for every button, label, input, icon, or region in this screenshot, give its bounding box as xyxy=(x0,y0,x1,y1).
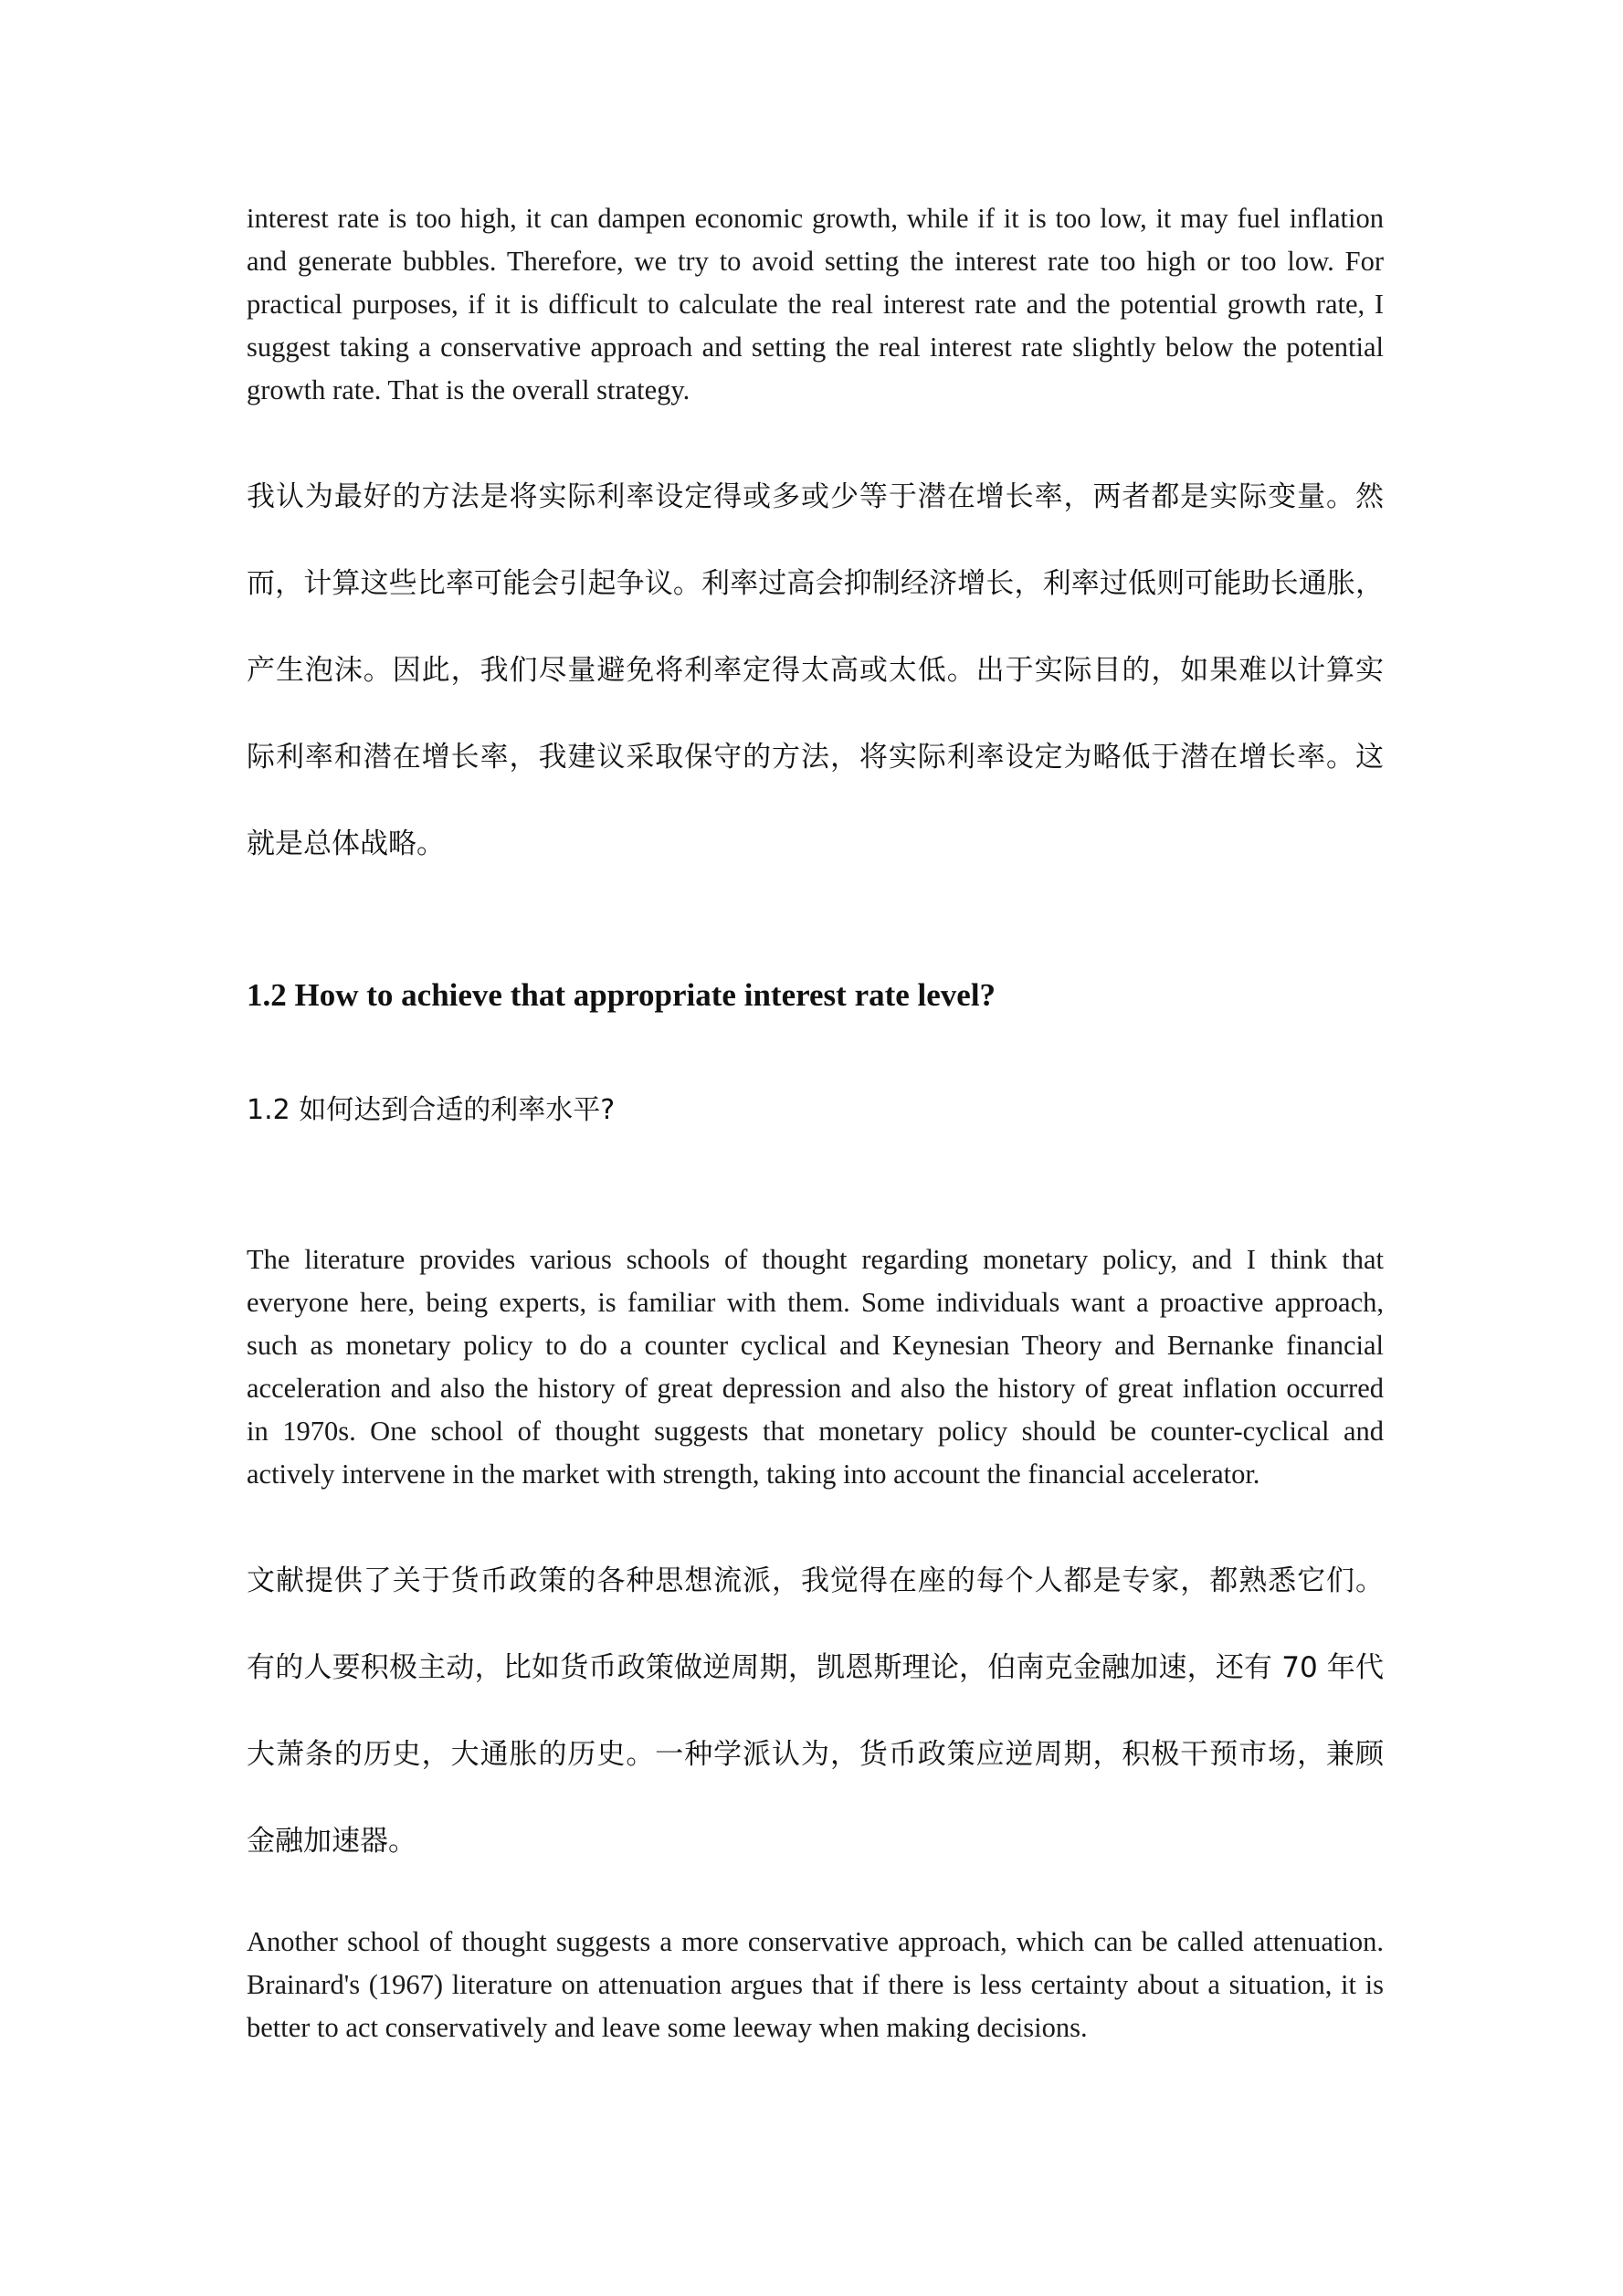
text-line: interest rate is too high, it can dampen economic growth, while if it is too low, it may fuel inflation xyxy=(247,203,1384,234)
text-line: everyone here, being experts, is familiar with them. Some individuals want a proactive approach, xyxy=(247,1287,1384,1318)
text-line: 文献提供了关于货币政策的各种思想流派，我觉得在座的每个人都是专家，都熟悉它们。 xyxy=(247,1564,1384,1597)
text-line: suggest taking a conservative approach and setting the real interest rate slightly below the potential xyxy=(247,332,1384,363)
text-line: 产生泡沫。因此，我们尽量避免将利率定得太高或太低。出于实际目的，如果难以计算实 xyxy=(247,654,1384,687)
text-line: growth rate. That is the overall strategy. xyxy=(247,374,690,405)
paragraph-english-2 xyxy=(247,1238,1384,1496)
text-line: in 1970s. One school of thought suggests that monetary policy should be counter-cyclical and xyxy=(247,1416,1384,1447)
text-line: and generate bubbles. Therefore, we try to avoid setting the interest rate too high or too low. For xyxy=(247,246,1384,277)
text-line: 金融加速器。 xyxy=(247,1825,416,1858)
text-line: 大萧条的历史，大通胀的历史。一种学派认为，货币政策应逆周期，积极干预市场，兼顾 xyxy=(247,1738,1384,1771)
paragraph-chinese-2 xyxy=(247,1538,1384,1885)
text-line: such as monetary policy to do a counter cyclical and Keynesian Theory and Bernanke financial xyxy=(247,1330,1384,1361)
paragraph-chinese-1 xyxy=(247,454,1384,888)
text-line: 我认为最好的方法是将实际利率设定得或多或少等于潜在增长率，两者都是实际变量。然 xyxy=(247,480,1384,513)
text-line: Brainard's (1967) literature on attenuation argues that if there is less certainty about a situation, it is xyxy=(247,1969,1384,2000)
text-line: 有的人要积极主动，比如货币政策做逆周期，凯恩斯理论，伯南克金融加速，还有 70 年代 xyxy=(247,1651,1384,1684)
text-line: actively intervene in the market with strength, taking into account the financial accelerator. xyxy=(247,1459,1260,1490)
text-line: practical purposes, if it is difficult to calculate the real interest rate and the potential growth rate, I xyxy=(247,289,1384,320)
text-line: Another school of thought suggests a more conservative approach, which can be called attenuation. xyxy=(247,1926,1384,1957)
paragraph-english-3 xyxy=(247,1921,1384,2049)
text-line: acceleration and also the history of great depression and also the history of great inflation occurred xyxy=(247,1373,1384,1404)
paragraph-english-1 xyxy=(247,197,1384,412)
text-line: 就是总体战略。 xyxy=(247,827,445,860)
text-line: better to act conservatively and leave some leeway when making decisions. xyxy=(247,2012,1088,2043)
text-line: 际利率和潜在增长率，我建议采取保守的方法，将实际利率设定为略低于潜在增长率。这 xyxy=(247,741,1384,774)
section-heading: 1.2 How to achieve that appropriate interest rate level? xyxy=(247,977,996,1013)
text-line: 而，计算这些比率可能会引起争议。利率过高会抑制经济增长，利率过低则可能助长通胀， xyxy=(247,567,1384,600)
text-line: The literature provides various schools of thought regarding monetary policy, and I think that xyxy=(247,1244,1384,1275)
section-subheading: 1.2 如何达到合适的利率水平? xyxy=(247,1094,616,1126)
